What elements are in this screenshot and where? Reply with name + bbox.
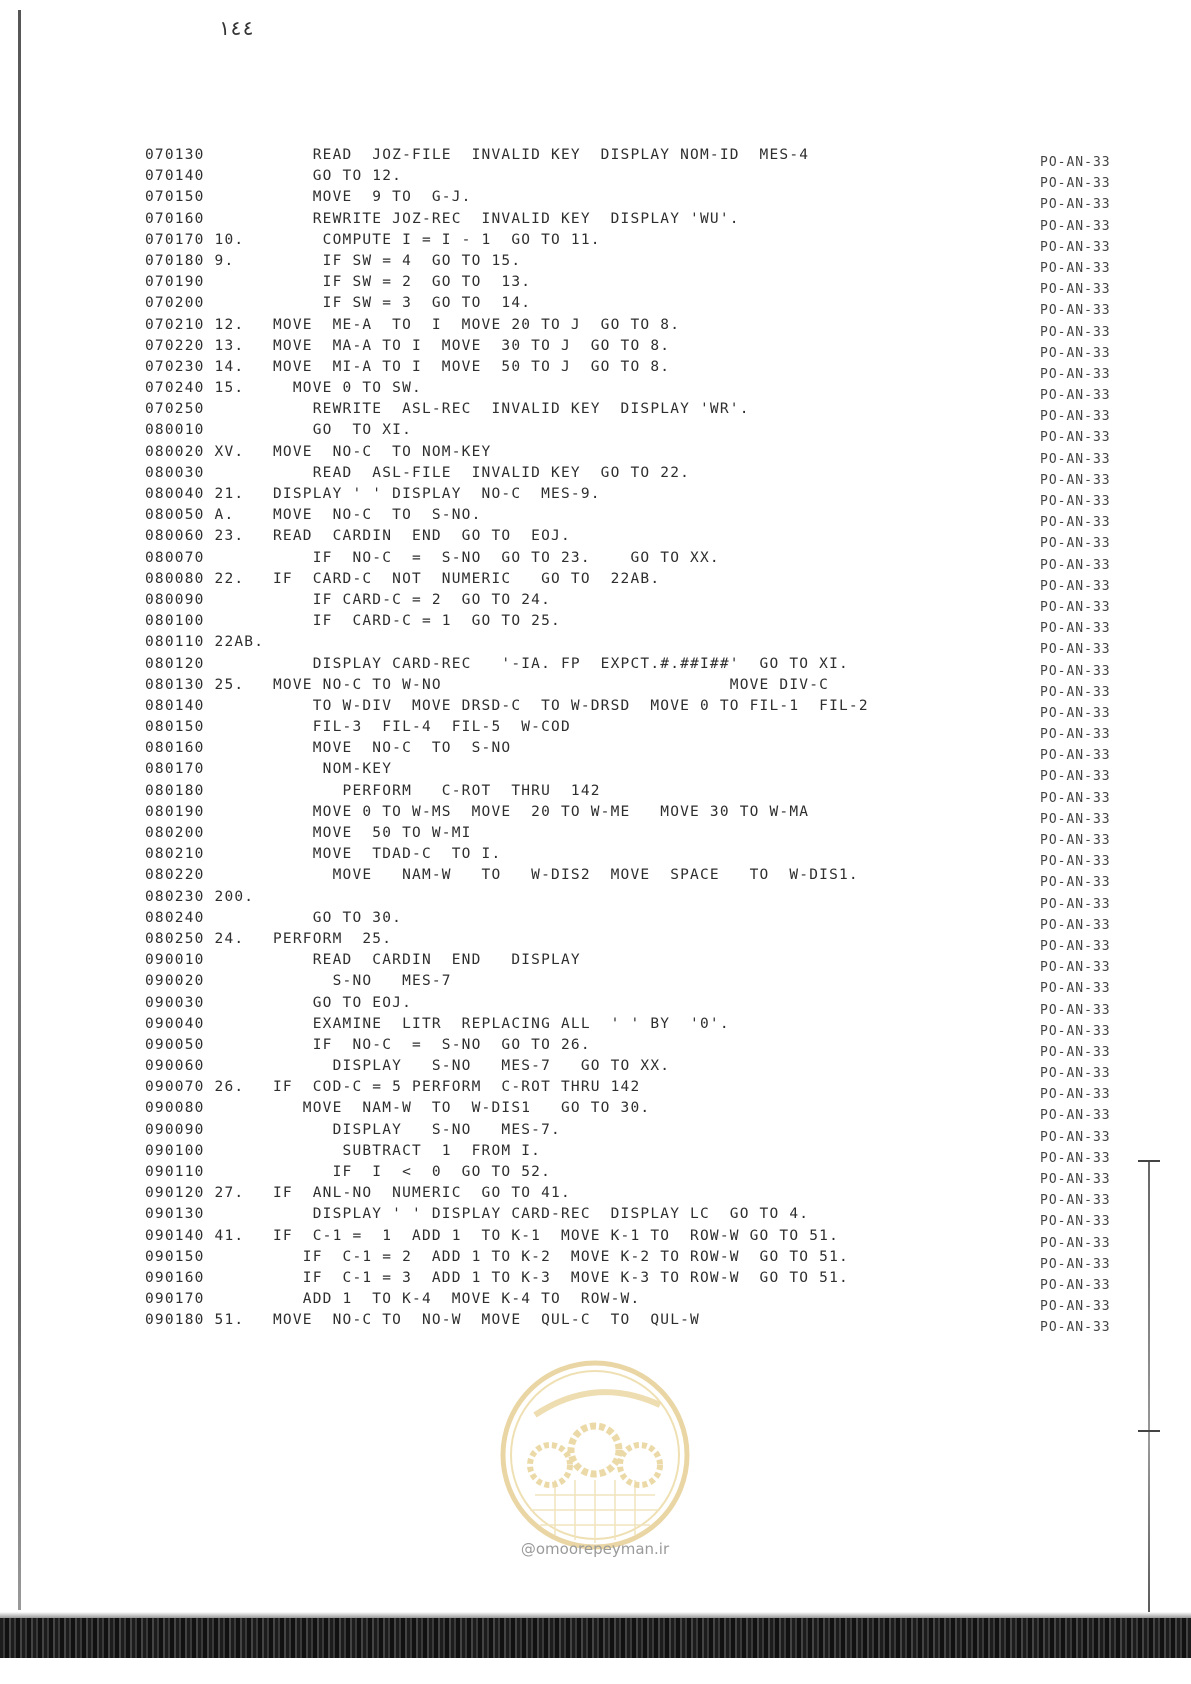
code-text: GO TO 12. bbox=[273, 168, 403, 185]
program-id: PO-AN-33 bbox=[1040, 472, 1111, 488]
code-line bbox=[145, 654, 1045, 675]
code-text: IF CARD-C NOT NUMERIC GO TO 22AB. bbox=[273, 570, 661, 587]
code-line bbox=[145, 399, 1045, 420]
watermark-site: @omoorepeyman.ir bbox=[520, 1540, 670, 1558]
code-text: REWRITE JOZ-REC INVALID KEY DISPLAY 'WU'. bbox=[273, 210, 740, 227]
sequence-number: 090070 26. bbox=[145, 1079, 245, 1096]
code-text: READ ASL-FILE INVALID KEY GO TO 22. bbox=[273, 464, 691, 481]
code-line bbox=[145, 505, 1045, 526]
sequence-number: 090020 bbox=[145, 973, 205, 990]
code-line bbox=[145, 929, 1045, 950]
sequence-number: 070160 bbox=[145, 210, 205, 227]
code-text: TO W-DIV MOVE DRSD-C TO W-DRSD MOVE 0 TO FIL-1 FIL-2 bbox=[273, 697, 869, 714]
code-text: ADD 1 TO K-4 MOVE K-4 TO ROW-W. bbox=[273, 1291, 641, 1308]
page-number: ١٤٤ bbox=[218, 16, 255, 40]
watermark-logo bbox=[495, 1355, 695, 1555]
program-id: PO-AN-33 bbox=[1040, 176, 1111, 192]
program-id: PO-AN-33 bbox=[1040, 1087, 1111, 1103]
code-line bbox=[145, 315, 1045, 336]
program-id: PO-AN-33 bbox=[1040, 345, 1111, 361]
code-line bbox=[145, 1077, 1045, 1098]
code-line bbox=[145, 442, 1045, 463]
program-id: PO-AN-33 bbox=[1040, 536, 1111, 552]
sequence-number: 070130 bbox=[145, 147, 205, 163]
code-line bbox=[145, 187, 1045, 208]
program-id: PO-AN-33 bbox=[1040, 621, 1111, 637]
code-line bbox=[145, 1289, 1045, 1310]
code-text: FIL-3 FIL-4 FIL-5 W-COD bbox=[273, 719, 571, 736]
sequence-number: 080030 bbox=[145, 464, 205, 481]
code-text: IF CARD-C = 2 GO TO 24. bbox=[273, 591, 552, 608]
program-id: PO-AN-33 bbox=[1040, 557, 1111, 573]
code-line bbox=[145, 484, 1045, 505]
code-text: IF C-1 = 2 ADD 1 TO K-2 MOVE K-2 TO ROW-W GO TO 51. bbox=[273, 1248, 849, 1265]
sequence-number: 070230 14. bbox=[145, 358, 245, 375]
code-line bbox=[145, 336, 1045, 357]
sequence-number: 080040 21. bbox=[145, 486, 245, 502]
code-text: IF CARD-C = 1 GO TO 25. bbox=[273, 613, 561, 630]
sequence-number: 070250 bbox=[145, 401, 205, 418]
code-line bbox=[145, 357, 1045, 378]
sequence-number: 090170 bbox=[145, 1291, 205, 1308]
code-line bbox=[145, 971, 1045, 992]
code-text: GO TO XI. bbox=[273, 422, 413, 439]
sequence-number: 080110 22AB. bbox=[145, 634, 265, 651]
code-line bbox=[145, 251, 1045, 272]
code-line bbox=[145, 1056, 1045, 1077]
code-line bbox=[145, 1014, 1045, 1035]
right-margin-line bbox=[1148, 1160, 1150, 1630]
code-line bbox=[145, 230, 1045, 251]
code-text: MOVE NO-C TO NOM-KEY bbox=[273, 443, 492, 460]
program-id: PO-AN-33 bbox=[1040, 1023, 1111, 1039]
code-text: COMPUTE I = I - 1 GO TO 11. bbox=[273, 231, 601, 248]
sequence-number: 090160 bbox=[145, 1269, 205, 1286]
program-id: PO-AN-33 bbox=[1040, 1256, 1111, 1272]
sequence-number: 090050 bbox=[145, 1036, 205, 1053]
program-id: PO-AN-33 bbox=[1040, 155, 1111, 170]
code-line bbox=[145, 865, 1045, 886]
program-id: PO-AN-33 bbox=[1040, 896, 1111, 912]
sequence-number: 080050 A. bbox=[145, 507, 235, 524]
program-id: PO-AN-33 bbox=[1040, 260, 1111, 276]
sequence-number: 070140 bbox=[145, 168, 205, 185]
program-id: PO-AN-33 bbox=[1040, 1277, 1111, 1293]
code-line bbox=[145, 1098, 1045, 1119]
program-id: PO-AN-33 bbox=[1040, 388, 1111, 404]
code-text: READ JOZ-FILE INVALID KEY DISPLAY NOM-ID MES-4 bbox=[273, 147, 810, 163]
code-line bbox=[145, 632, 1045, 653]
sequence-number: 080200 bbox=[145, 825, 205, 841]
sequence-number: 080100 bbox=[145, 613, 205, 630]
code-text: IF ANL-NO NUMERIC GO TO 41. bbox=[273, 1185, 571, 1202]
program-id: PO-AN-33 bbox=[1040, 578, 1111, 594]
code-line bbox=[145, 823, 1045, 844]
sequence-number: 080060 23. bbox=[145, 528, 245, 545]
code-line bbox=[145, 844, 1045, 865]
code-line bbox=[145, 378, 1045, 399]
program-id: PO-AN-33 bbox=[1040, 875, 1111, 891]
program-id: PO-AN-33 bbox=[1040, 1044, 1111, 1060]
code-line bbox=[145, 1162, 1045, 1183]
program-id: PO-AN-33 bbox=[1040, 811, 1111, 827]
program-id: PO-AN-33 bbox=[1040, 854, 1111, 870]
code-text: MOVE 0 TO SW. bbox=[273, 380, 422, 397]
program-id: PO-AN-33 bbox=[1040, 1108, 1111, 1124]
program-id: PO-AN-33 bbox=[1040, 197, 1111, 213]
program-id: PO-AN-33 bbox=[1040, 981, 1111, 997]
sequence-number: 080020 XV. bbox=[145, 443, 245, 460]
code-text: MOVE TDAD-C TO I. bbox=[273, 846, 502, 863]
code-text: MOVE NO-C TO S-NO bbox=[273, 740, 512, 757]
code-line bbox=[145, 526, 1045, 547]
sequence-number: 070220 13. bbox=[145, 337, 245, 354]
scan-bottom-band bbox=[0, 1618, 1191, 1658]
code-text bbox=[273, 632, 1045, 653]
sequence-number: 070150 bbox=[145, 189, 205, 206]
code-text: MOVE ME-A TO I MOVE 20 TO J GO TO 8. bbox=[273, 316, 681, 333]
margin-tick bbox=[1138, 1160, 1160, 1162]
code-line bbox=[145, 166, 1045, 187]
sequence-number: 080240 bbox=[145, 909, 205, 926]
program-id: PO-AN-33 bbox=[1040, 1320, 1111, 1336]
code-text: GO TO EOJ. bbox=[273, 994, 413, 1011]
code-text: MOVE 9 TO G-J. bbox=[273, 189, 472, 206]
sequence-number: 080230 200. bbox=[145, 888, 255, 905]
sequence-number: 080090 bbox=[145, 591, 205, 608]
code-text: MOVE MA-A TO I MOVE 30 TO J GO TO 8. bbox=[273, 337, 671, 354]
code-line bbox=[145, 1141, 1045, 1162]
code-line bbox=[145, 1247, 1045, 1268]
program-id: PO-AN-33 bbox=[1040, 430, 1111, 446]
sequence-number: 090090 bbox=[145, 1121, 205, 1138]
program-id: PO-AN-33 bbox=[1040, 1150, 1111, 1166]
sequence-number: 080070 bbox=[145, 549, 205, 566]
program-id: PO-AN-33 bbox=[1040, 1193, 1111, 1209]
code-line bbox=[145, 420, 1045, 441]
sequence-number: 080010 bbox=[145, 422, 205, 439]
program-id: PO-AN-33 bbox=[1040, 515, 1111, 531]
code-line bbox=[145, 1268, 1045, 1289]
sequence-number: 090130 bbox=[145, 1206, 205, 1223]
code-text: IF C-1 = 3 ADD 1 TO K-3 MOVE K-3 TO ROW-W GO TO 51. bbox=[273, 1269, 849, 1286]
code-line bbox=[145, 696, 1045, 717]
code-text: S-NO MES-7 bbox=[273, 973, 452, 990]
program-id: PO-AN-33 bbox=[1040, 833, 1111, 848]
code-line bbox=[145, 1226, 1045, 1247]
code-text: IF C-1 = 1 ADD 1 TO K-1 MOVE K-1 TO ROW-W GO TO 51. bbox=[273, 1227, 839, 1244]
program-id: PO-AN-33 bbox=[1040, 769, 1111, 785]
program-id: PO-AN-33 bbox=[1040, 1235, 1111, 1251]
program-id: PO-AN-33 bbox=[1040, 451, 1111, 467]
code-line bbox=[145, 950, 1045, 971]
code-text: DISPLAY ' ' DISPLAY CARD-REC DISPLAY LC GO TO 4. bbox=[273, 1206, 810, 1223]
code-text: READ CARDIN END GO TO EOJ. bbox=[273, 528, 571, 545]
program-id: PO-AN-33 bbox=[1040, 642, 1111, 658]
scan-left-edge bbox=[18, 10, 21, 1610]
code-text: DISPLAY S-NO MES-7 GO TO XX. bbox=[273, 1058, 671, 1075]
program-id: PO-AN-33 bbox=[1040, 684, 1111, 700]
code-line bbox=[145, 1120, 1045, 1141]
sequence-number: 080170 bbox=[145, 761, 205, 778]
code-line bbox=[145, 293, 1045, 314]
program-id: PO-AN-33 bbox=[1040, 1214, 1111, 1230]
program-id: PO-AN-33 bbox=[1040, 409, 1111, 425]
sequence-number: 080250 24. bbox=[145, 930, 245, 947]
code-text: PERFORM C-ROT THRU 142 bbox=[273, 782, 601, 799]
sequence-number: 080160 bbox=[145, 740, 205, 757]
code-line bbox=[145, 781, 1045, 802]
program-id: PO-AN-33 bbox=[1040, 1172, 1111, 1187]
program-id: PO-AN-33 bbox=[1040, 917, 1111, 933]
sequence-number: 090140 41. bbox=[145, 1227, 245, 1244]
code-text: EXAMINE LITR REPLACING ALL ' ' BY '0'. bbox=[273, 1015, 730, 1032]
code-line bbox=[145, 738, 1045, 759]
sequence-number: 070190 bbox=[145, 274, 205, 291]
sequence-number: 090010 bbox=[145, 952, 205, 969]
code-line bbox=[145, 569, 1045, 590]
code-text: MOVE NO-C TO NO-W MOVE QUL-C TO QUL-W bbox=[273, 1312, 700, 1329]
program-id: PO-AN-33 bbox=[1040, 324, 1111, 340]
sequence-number: 080210 bbox=[145, 846, 205, 863]
code-line bbox=[145, 1035, 1045, 1056]
sequence-number: 090080 bbox=[145, 1100, 205, 1117]
sequence-number: 080150 bbox=[145, 719, 205, 736]
sequence-number: 080220 bbox=[145, 867, 205, 884]
margin-tick bbox=[1138, 1430, 1160, 1432]
code-text: IF SW = 4 GO TO 15. bbox=[273, 252, 522, 269]
code-line bbox=[145, 272, 1045, 293]
program-id: PO-AN-33 bbox=[1040, 1299, 1111, 1315]
code-text: MOVE NAM-W TO W-DIS2 MOVE SPACE TO W-DIS1. bbox=[273, 867, 859, 884]
sequence-number: 070240 15. bbox=[145, 380, 245, 397]
code-line bbox=[145, 908, 1045, 929]
sequence-number: 090060 bbox=[145, 1058, 205, 1075]
code-text: IF SW = 3 GO TO 14. bbox=[273, 295, 532, 312]
program-id: PO-AN-33 bbox=[1040, 239, 1111, 255]
program-id: PO-AN-33 bbox=[1040, 1002, 1111, 1018]
code-text: MOVE 50 TO W-MI bbox=[273, 825, 472, 841]
cobol-listing bbox=[145, 145, 1045, 1332]
program-id: PO-AN-33 bbox=[1040, 1129, 1111, 1145]
program-id: PO-AN-33 bbox=[1040, 705, 1111, 721]
code-line bbox=[145, 611, 1045, 632]
code-line bbox=[145, 993, 1045, 1014]
code-text: IF NO-C = S-NO GO TO 26. bbox=[273, 1036, 591, 1053]
program-id: PO-AN-33 bbox=[1040, 790, 1111, 806]
code-line bbox=[145, 590, 1045, 611]
code-line bbox=[145, 887, 1045, 908]
code-text: DISPLAY ' ' DISPLAY NO-C MES-9. bbox=[273, 486, 601, 502]
code-line bbox=[145, 1310, 1045, 1331]
code-line bbox=[145, 759, 1045, 780]
program-id: PO-AN-33 bbox=[1040, 303, 1111, 319]
program-id: PO-AN-33 bbox=[1040, 748, 1111, 764]
program-id: PO-AN-33 bbox=[1040, 663, 1111, 679]
sequence-number: 090180 51. bbox=[145, 1312, 245, 1329]
code-line bbox=[145, 1183, 1045, 1204]
code-text bbox=[273, 887, 1045, 908]
sequence-number: 080130 25. bbox=[145, 676, 245, 693]
code-line bbox=[145, 548, 1045, 569]
sequence-number: 090110 bbox=[145, 1164, 205, 1180]
code-text: READ CARDIN END DISPLAY bbox=[273, 952, 581, 969]
program-id: PO-AN-33 bbox=[1040, 960, 1111, 976]
code-line bbox=[145, 463, 1045, 484]
code-line bbox=[145, 717, 1045, 738]
sequence-number: 090100 bbox=[145, 1142, 205, 1159]
program-id: PO-AN-33 bbox=[1040, 599, 1111, 615]
code-text: IF COD-C = 5 PERFORM C-ROT THRU 142 bbox=[273, 1079, 641, 1096]
sequence-id-column bbox=[1040, 152, 1150, 1339]
sequence-number: 080120 bbox=[145, 655, 205, 672]
code-text: MOVE NAM-W TO W-DIS1 GO TO 30. bbox=[273, 1100, 651, 1117]
sequence-number: 080140 bbox=[145, 697, 205, 714]
code-text: REWRITE ASL-REC INVALID KEY DISPLAY 'WR'. bbox=[273, 401, 750, 418]
code-line bbox=[145, 1204, 1045, 1225]
program-id: PO-AN-33 bbox=[1040, 366, 1111, 382]
sequence-number: 070180 9. bbox=[145, 252, 235, 269]
sequence-number: 070210 12. bbox=[145, 316, 245, 333]
program-id: PO-AN-33 bbox=[1040, 218, 1111, 234]
program-id: PO-AN-33 bbox=[1040, 494, 1111, 509]
sequence-number: 090120 27. bbox=[145, 1185, 245, 1202]
code-text: MOVE 0 TO W-MS MOVE 20 TO W-ME MOVE 30 TO W-MA bbox=[273, 803, 810, 820]
program-id: PO-AN-33 bbox=[1040, 282, 1111, 298]
code-line bbox=[145, 209, 1045, 230]
code-text: MOVE NO-C TO W-NO MOVE DIV-C bbox=[273, 676, 830, 693]
program-id: PO-AN-33 bbox=[1040, 1066, 1111, 1082]
code-text: SUBTRACT 1 FROM I. bbox=[273, 1142, 542, 1159]
code-text: MOVE NO-C TO S-NO. bbox=[273, 507, 482, 524]
sequence-number: 070200 bbox=[145, 295, 205, 312]
code-line bbox=[145, 675, 1045, 696]
sequence-number: 090040 bbox=[145, 1015, 205, 1032]
sequence-number: 090030 bbox=[145, 994, 205, 1011]
code-text: NOM-KEY bbox=[273, 761, 393, 778]
code-text: PERFORM 25. bbox=[273, 930, 393, 947]
code-text: GO TO 30. bbox=[273, 909, 403, 926]
program-id: PO-AN-33 bbox=[1040, 727, 1111, 743]
code-line bbox=[145, 145, 1045, 166]
code-text: IF SW = 2 GO TO 13. bbox=[273, 274, 532, 291]
sequence-number: 080180 bbox=[145, 782, 205, 799]
code-text: MOVE MI-A TO I MOVE 50 TO J GO TO 8. bbox=[273, 358, 671, 375]
program-id: PO-AN-33 bbox=[1040, 938, 1111, 954]
code-text: IF I < 0 GO TO 52. bbox=[273, 1164, 552, 1180]
sequence-number: 080190 bbox=[145, 803, 205, 820]
sequence-number: 080080 22. bbox=[145, 570, 245, 587]
code-text: DISPLAY CARD-REC '-IA. FP EXPCT.#.##I##' GO TO XI. bbox=[273, 655, 849, 672]
code-line bbox=[145, 802, 1045, 823]
code-text: IF NO-C = S-NO GO TO 23. GO TO XX. bbox=[273, 549, 720, 566]
code-text: DISPLAY S-NO MES-7. bbox=[273, 1121, 561, 1138]
sequence-number: 090150 bbox=[145, 1248, 205, 1265]
sequence-number: 070170 10. bbox=[145, 231, 245, 248]
